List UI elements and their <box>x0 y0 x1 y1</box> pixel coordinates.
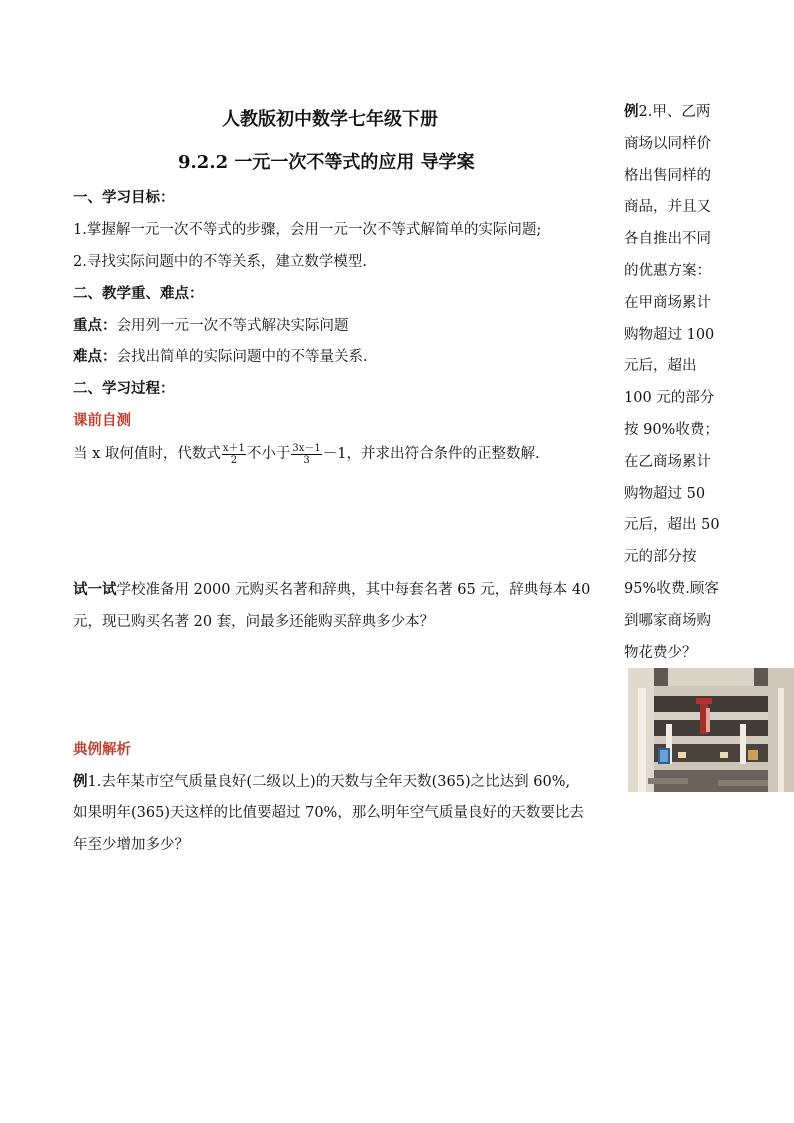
example-2-text: 2.甲、乙两 <box>638 104 711 120</box>
fraction-1-numerator: x＋1 <box>222 442 245 454</box>
fraction-2-numerator: 3x－1 <box>292 442 321 454</box>
example-2-line: 购物超过 50 <box>624 485 706 502</box>
key-point-label: 重点： <box>73 317 117 334</box>
try-it-label: 试一试 <box>73 581 117 598</box>
pre-test-heading: 课前自测 <box>73 412 131 429</box>
example-2-label: 例 <box>624 103 639 120</box>
example-2-line: 在甲商场累计 <box>624 294 711 311</box>
goal-item-2: 2.寻找实际问题中的不等关系，建立数学模型. <box>73 254 367 270</box>
doc-title: 人教版初中数学七年级下册 <box>222 109 438 130</box>
example-2-line: 元后，超出 <box>624 358 697 375</box>
key-point-text: 会用列一元一次不等式解决实际问题 <box>116 318 349 334</box>
try-it-line-1 <box>73 578 590 599</box>
fraction-1-denominator: 2 <box>230 454 238 466</box>
difficulty-text: 会找出简单的实际问题中的不等量关系. <box>116 349 368 365</box>
example-2-line: 格出售同样的 <box>624 167 711 184</box>
key-point-line <box>73 314 349 335</box>
example-2-line: 的优惠方案： <box>624 262 711 279</box>
example-2-line: 在乙商场累计 <box>624 453 711 470</box>
example-1-line-3: 年至少增加多少？ <box>73 837 189 853</box>
example-2-line: 100 元的部分 <box>624 390 715 407</box>
shopping-mall-illustration <box>628 668 794 792</box>
example-1-text-1: 1.去年某市空气质量良好(二级以上)的天数与全年天数(365)之比达到 60%, <box>87 774 571 790</box>
pre-test-question <box>73 440 540 468</box>
example-2-line: 到哪家商场购 <box>624 612 711 629</box>
example-2-sidebar <box>624 96 736 669</box>
difficulty-label: 难点： <box>73 348 117 365</box>
doc-subtitle: 9.2.2 一元一次不等式的应用 导学案 <box>178 152 475 173</box>
shopping-mall-photo <box>628 668 794 792</box>
section-keypoints-heading: 二、教学重、难点： <box>73 285 204 302</box>
try-it-line-2: 元，现已购买名著 20 套，问最多还能购买辞典多少本？ <box>73 614 435 630</box>
example-2-line: 95%收费.顾客 <box>624 580 719 597</box>
section-goals-heading: 一、学习目标： <box>73 189 175 206</box>
example-2-line: 购物超过 100 <box>624 326 715 343</box>
pre-test-text-c: －1，并求出符合条件的正整数解. <box>322 446 540 462</box>
try-it-text-1: 学校准备用 2000 元购买名著和辞典，其中每套名著 65 元，辞典每本 40 <box>116 582 591 598</box>
example-1-line-2: 如果明年(365)天这样的比值要超过 70%，那么明年空气质量良好的天数要比去 <box>73 805 584 821</box>
difficulty-line <box>73 345 368 366</box>
fraction-2-denominator: 3 <box>303 454 310 466</box>
section-process-heading: 二、学习过程： <box>73 380 175 397</box>
examples-heading: 典例解析 <box>73 741 131 758</box>
example-2-line: 各自推出不同 <box>624 231 711 248</box>
fraction-1 <box>222 443 246 466</box>
example-2-line: 物花费少？ <box>624 644 697 661</box>
example-1-label: 例 <box>73 773 88 790</box>
example-2-line: 按 90%收费； <box>624 421 719 438</box>
fraction-2 <box>291 443 321 466</box>
example-2-line: 元后，超出 50 <box>624 517 720 534</box>
example-2-line: 元的部分按 <box>624 549 697 566</box>
example-2-line: 商品，并且又 <box>624 199 711 216</box>
example-2-line: 商场以同样价 <box>624 135 711 152</box>
example-1-line-1 <box>73 770 570 791</box>
example-2-line <box>624 96 736 129</box>
pre-test-text-a: 当 x 取何值时，代数式 <box>73 446 221 462</box>
goal-item-1: 1.掌握解一元一次不等式的步骤，会用一元一次不等式解简单的实际问题; <box>73 222 542 238</box>
pre-test-text-b: 不小于 <box>246 446 291 462</box>
